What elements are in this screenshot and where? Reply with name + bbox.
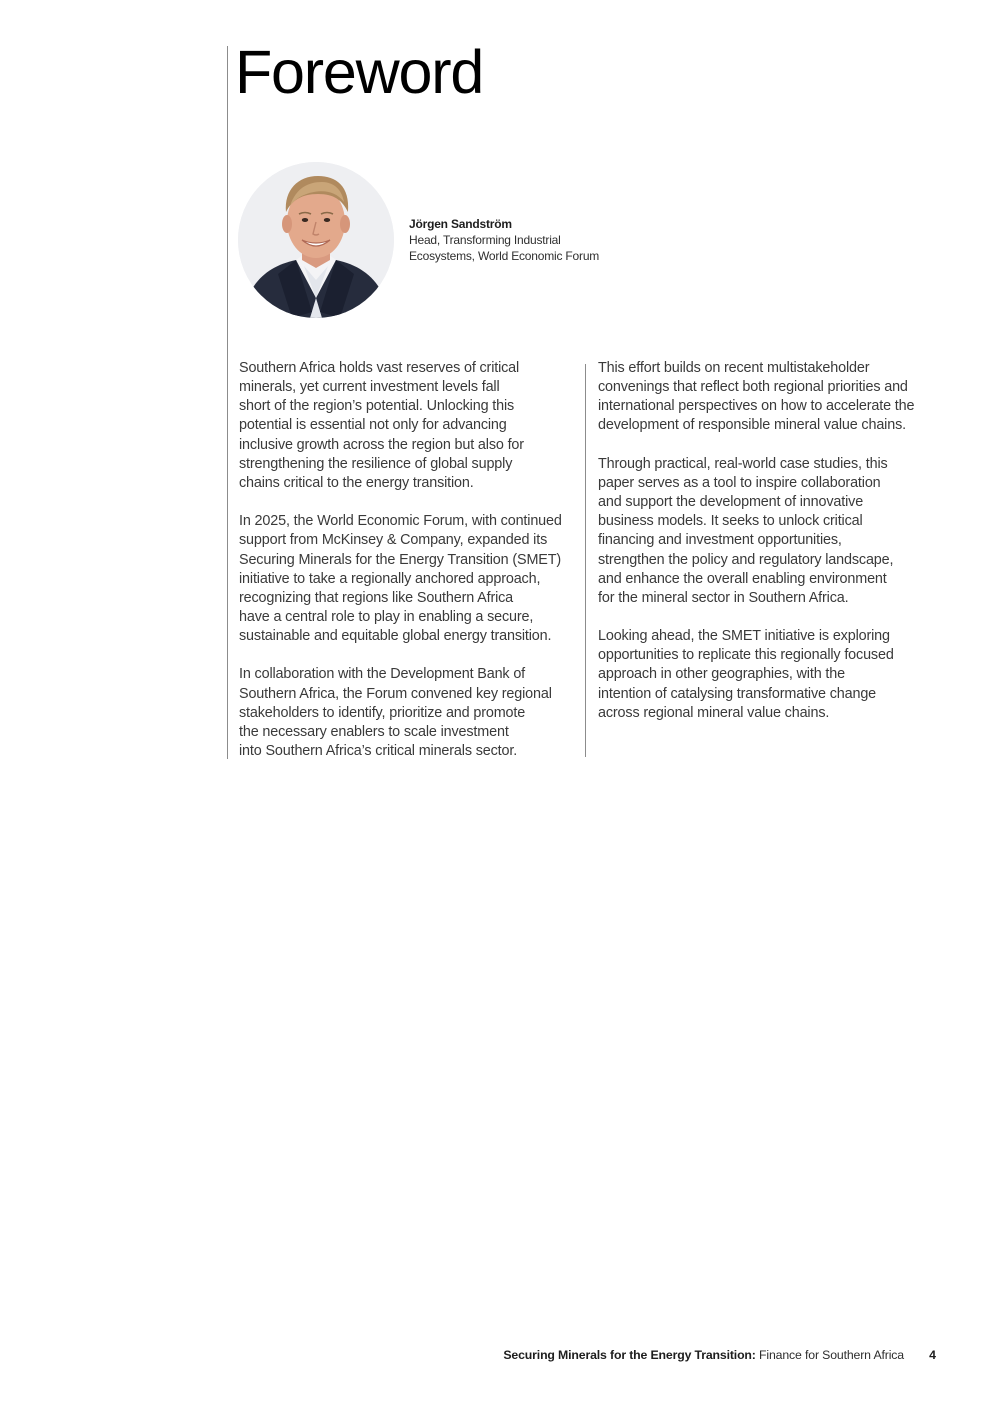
- body-column-right: [598, 359, 943, 742]
- paragraph-line: minerals, yet current investment levels fall: [239, 379, 500, 396]
- paragraph-line: potential is essential not only for advancing: [239, 417, 507, 434]
- paragraph-line: opportunities to replicate this regionally focused: [598, 647, 894, 664]
- paragraph-line: short of the region’s potential. Unlocking this: [239, 398, 515, 415]
- paragraph-line: This effort builds on recent multistakeholder: [598, 360, 870, 376]
- paragraph-line: the necessary enablers to scale investment: [239, 723, 509, 740]
- body-paragraph: [598, 627, 943, 723]
- paragraph-line: In 2025, the World Economic Forum, with continued: [239, 513, 562, 530]
- paragraph-line: inclusive growth across the region but also for: [239, 436, 524, 453]
- paragraph-line: Southern Africa holds vast reserves of critical: [239, 360, 520, 376]
- body-column-left: [239, 359, 581, 780]
- paragraph-line: strengthen the policy and regulatory landscape,: [598, 551, 894, 568]
- footer-title-bold: Securing Minerals for the Energy Transition:: [503, 1348, 756, 1362]
- paragraph-line: Looking ahead, the SMET initiative is exploring: [598, 628, 890, 645]
- page-number: 4: [929, 1348, 936, 1362]
- author-role-line: Head, Transforming Industrial: [409, 233, 561, 247]
- body-paragraph: [239, 512, 581, 646]
- paragraph-line: across regional mineral value chains.: [598, 704, 830, 721]
- paragraph-line: recognizing that regions like Southern Africa: [239, 589, 514, 606]
- paragraph-line: approach in other geographies, with the: [598, 666, 845, 683]
- column-divider-rule: [585, 364, 586, 757]
- paragraph-line: support from McKinsey & Company, expanded its: [239, 532, 548, 549]
- author-caption: [409, 216, 649, 264]
- paragraph-line: for the mineral sector in Southern Africa.: [598, 589, 849, 606]
- portrait-photo-icon: [238, 162, 394, 318]
- body-paragraph: [239, 359, 581, 493]
- footer-subtitle: Finance for Southern Africa: [759, 1348, 904, 1362]
- paragraph-line: intention of catalysing transformative change: [598, 685, 877, 702]
- left-margin-rule: [227, 46, 228, 759]
- paragraph-line: financing and investment opportunities,: [598, 532, 842, 549]
- paragraph-line: In collaboration with the Development Bank of: [239, 666, 526, 683]
- author-portrait: [238, 162, 394, 318]
- paragraph-line: convenings that reflect both regional priorities and: [598, 379, 908, 396]
- paragraph-line: Southern Africa, the Forum convened key regional: [239, 685, 552, 702]
- paragraph-line: chains critical to the energy transition.: [239, 474, 474, 491]
- paragraph-line: business models. It seeks to unlock critical: [598, 513, 863, 530]
- paragraph-line: development of responsible mineral value chains.: [598, 417, 906, 434]
- paragraph-line: international perspectives on how to accelerate the: [598, 398, 915, 415]
- paragraph-line: and enhance the overall enabling environment: [598, 570, 887, 587]
- paragraph-line: stakeholders to identify, prioritize and promote: [239, 704, 526, 721]
- paragraph-line: into Southern Africa’s critical minerals sector.: [239, 743, 518, 760]
- author-role-line: Ecosystems, World Economic Forum: [409, 249, 600, 263]
- paragraph-line: and support the development of innovative: [598, 494, 864, 511]
- paragraph-line: strengthening the resilience of global supply: [239, 455, 513, 472]
- footer-report-title: [420, 1347, 904, 1363]
- author-name: Jörgen Sandström: [409, 217, 512, 231]
- body-paragraph: [239, 665, 581, 761]
- paragraph-line: initiative to take a regionally anchored approach,: [239, 570, 541, 587]
- paragraph-line: paper serves as a tool to inspire collaboration: [598, 474, 881, 491]
- paragraph-line: Through practical, real-world case studies, this: [598, 455, 888, 472]
- paragraph-line: have a central role to play in enabling a secure,: [239, 609, 534, 626]
- paragraph-line: sustainable and equitable global energy transition.: [239, 628, 552, 645]
- body-paragraph: [598, 359, 943, 436]
- body-paragraph: [598, 455, 943, 608]
- page-title: Foreword: [235, 38, 484, 106]
- paragraph-line: Securing Minerals for the Energy Transition (SMET): [239, 551, 562, 568]
